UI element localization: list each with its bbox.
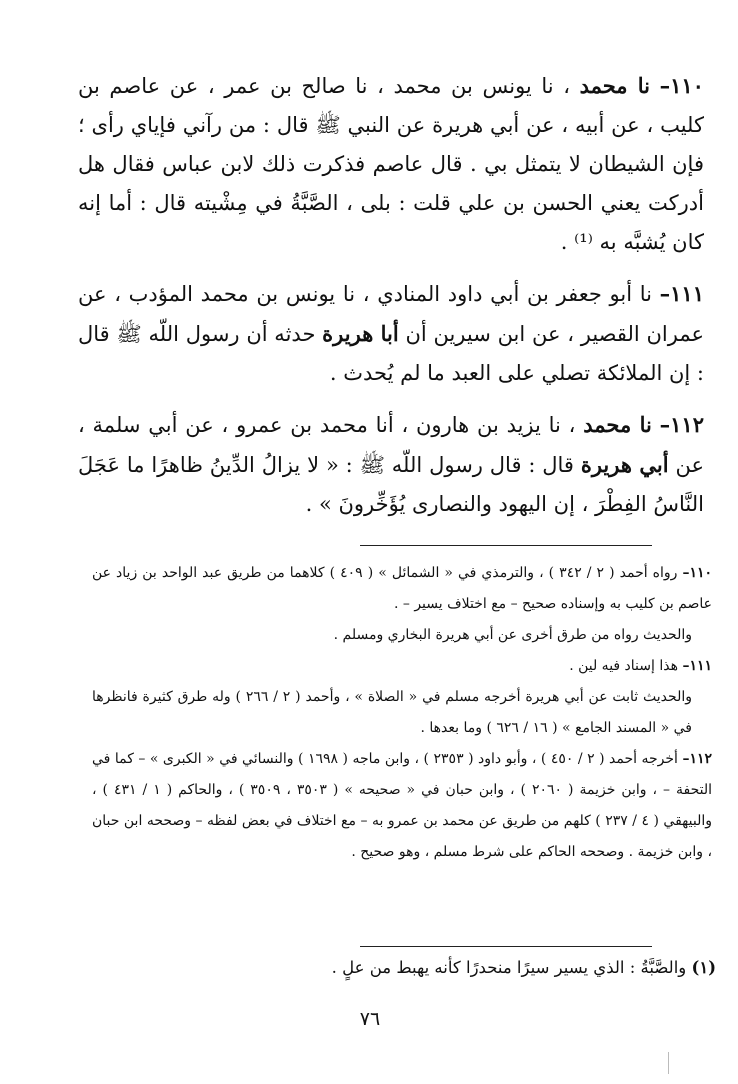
narrator-lead: نا محمد (583, 412, 652, 437)
notes-divider (360, 545, 652, 546)
note-111-continuation: والحديث ثابت عن أبي هريرة أخرجه مسلم في « الصلاة » ، وأحمد ( ٢ / ٢٦٦ ) وله طرق كثيرة فانظرها في « المسند الجامع » ( ١٦ / ٦٢٦ ) وما بعدها . (92, 689, 692, 736)
narrator-name: أبا هريرة (322, 321, 399, 346)
takhrij-notes (92, 558, 712, 868)
note-number: ١١٢– (682, 751, 712, 767)
page-number: ٧٦ (359, 1008, 381, 1030)
footnote-divider (360, 946, 652, 947)
scan-margin-mark (668, 1052, 672, 1074)
hadith-111 (78, 274, 704, 393)
note-112 (92, 744, 712, 868)
note-111 (92, 651, 712, 682)
hadith-text: حدثه أن رسول اللّه ﷺ قال : إن الملائكة تصلي على العبد ما لم يُحدث . (78, 322, 704, 385)
hadith-110 (78, 66, 704, 262)
note-110-continuation: والحديث رواه من طرق أخرى عن أبي هريرة البخاري ومسلم . (333, 627, 692, 643)
note-number: ١١٠– (682, 565, 713, 581)
note-number: ١١١– (682, 658, 712, 674)
hadith-text: قال : قال رسول اللّه ﷺ : « لا يزالُ الدِّينُ ظاهرًا ما عَجَلَ النَّاسُ الفِطْرَ ، إن اليهود والنصارى يُؤَخِّرونَ » . (78, 453, 704, 516)
narrator-name: أبي هريرة (580, 452, 669, 477)
footnote (150, 952, 716, 984)
main-text (78, 66, 704, 536)
hadith-number: ١١٠– (659, 73, 704, 98)
note-text: أخرجه أحمد ( ٢ / ٤٥٠ ) ، وأبو داود ( ٢٣٥٣ ) ، وابن ماجه ( ١٦٩٨ ) والنسائي في « الكبرى » – كما في التحفة – ، وابن خزيمة ( ٢٠٦٠ ) ، وابن حبان في « صحيحه » ( ٣٥٠٣ ، ٣٥٠٩ ) ، والحاكم ( ١ / ٤٣١ ) ، والبيهقي ( ٤ / ٢٣٧ ) كلهم من طريق عن محمد بن عمرو به – مع اختلاف في بعض لفظه – وصححه ابن حبان ، وابن خزيمة . وصححه الحاكم على شرط مسلم ، وهو صحيح . (92, 751, 713, 860)
hadith-text: ، نا يزيد بن هارون ، أنا محمد بن عمرو ، عن أبي سلمة ، عن (78, 413, 704, 477)
narrator-lead: نا محمد (579, 73, 651, 98)
note-text: رواه أحمد ( ٢ / ٣٤٢ ) ، والترمذي في « الشمائل » ( ٤٠٩ ) كلاهما من طريق عبد الواحد بن زياد عن عاصم بن كليب به وإسناده صحيح – مع اختلاف يسير – . (92, 565, 712, 612)
note-text: هذا إسناد فيه لين . (569, 658, 678, 674)
footnote-marker: (١) (691, 958, 716, 977)
hadith-text: ، نا يونس بن محمد ، نا صالح بن عمر ، عن عاصم بن كليب ، عن أبيه ، عن أبي هريرة عن النبي ﷺ قال : من رآني فإياي رأى ؛ فإن الشيطان لا يتمثل بي . قال عاصم فذكرت ذلك لابن عباس فقال هل أدركت يعني الحسن بن علي قلت : بلى ، الصَّبَّةُ في مِشْيته قال : أما إنه كان يُشبَّه به ⁽¹⁾ . (78, 74, 704, 254)
footnote-text: والصَّبَّةُ : الذي يسير سيرًا منحدرًا كأنه يهبط من علٍ . (331, 958, 687, 977)
hadith-number: ١١٢– (659, 412, 704, 437)
hadith-112 (78, 405, 704, 524)
hadith-text: نا أبو جعفر بن أبي داود المنادي ، نا يونس بن محمد المؤدب ، عن عمران القصير ، عن ابن سيرين أن (78, 282, 705, 346)
hadith-number: ١١١– (659, 281, 704, 306)
note-110 (92, 558, 712, 620)
